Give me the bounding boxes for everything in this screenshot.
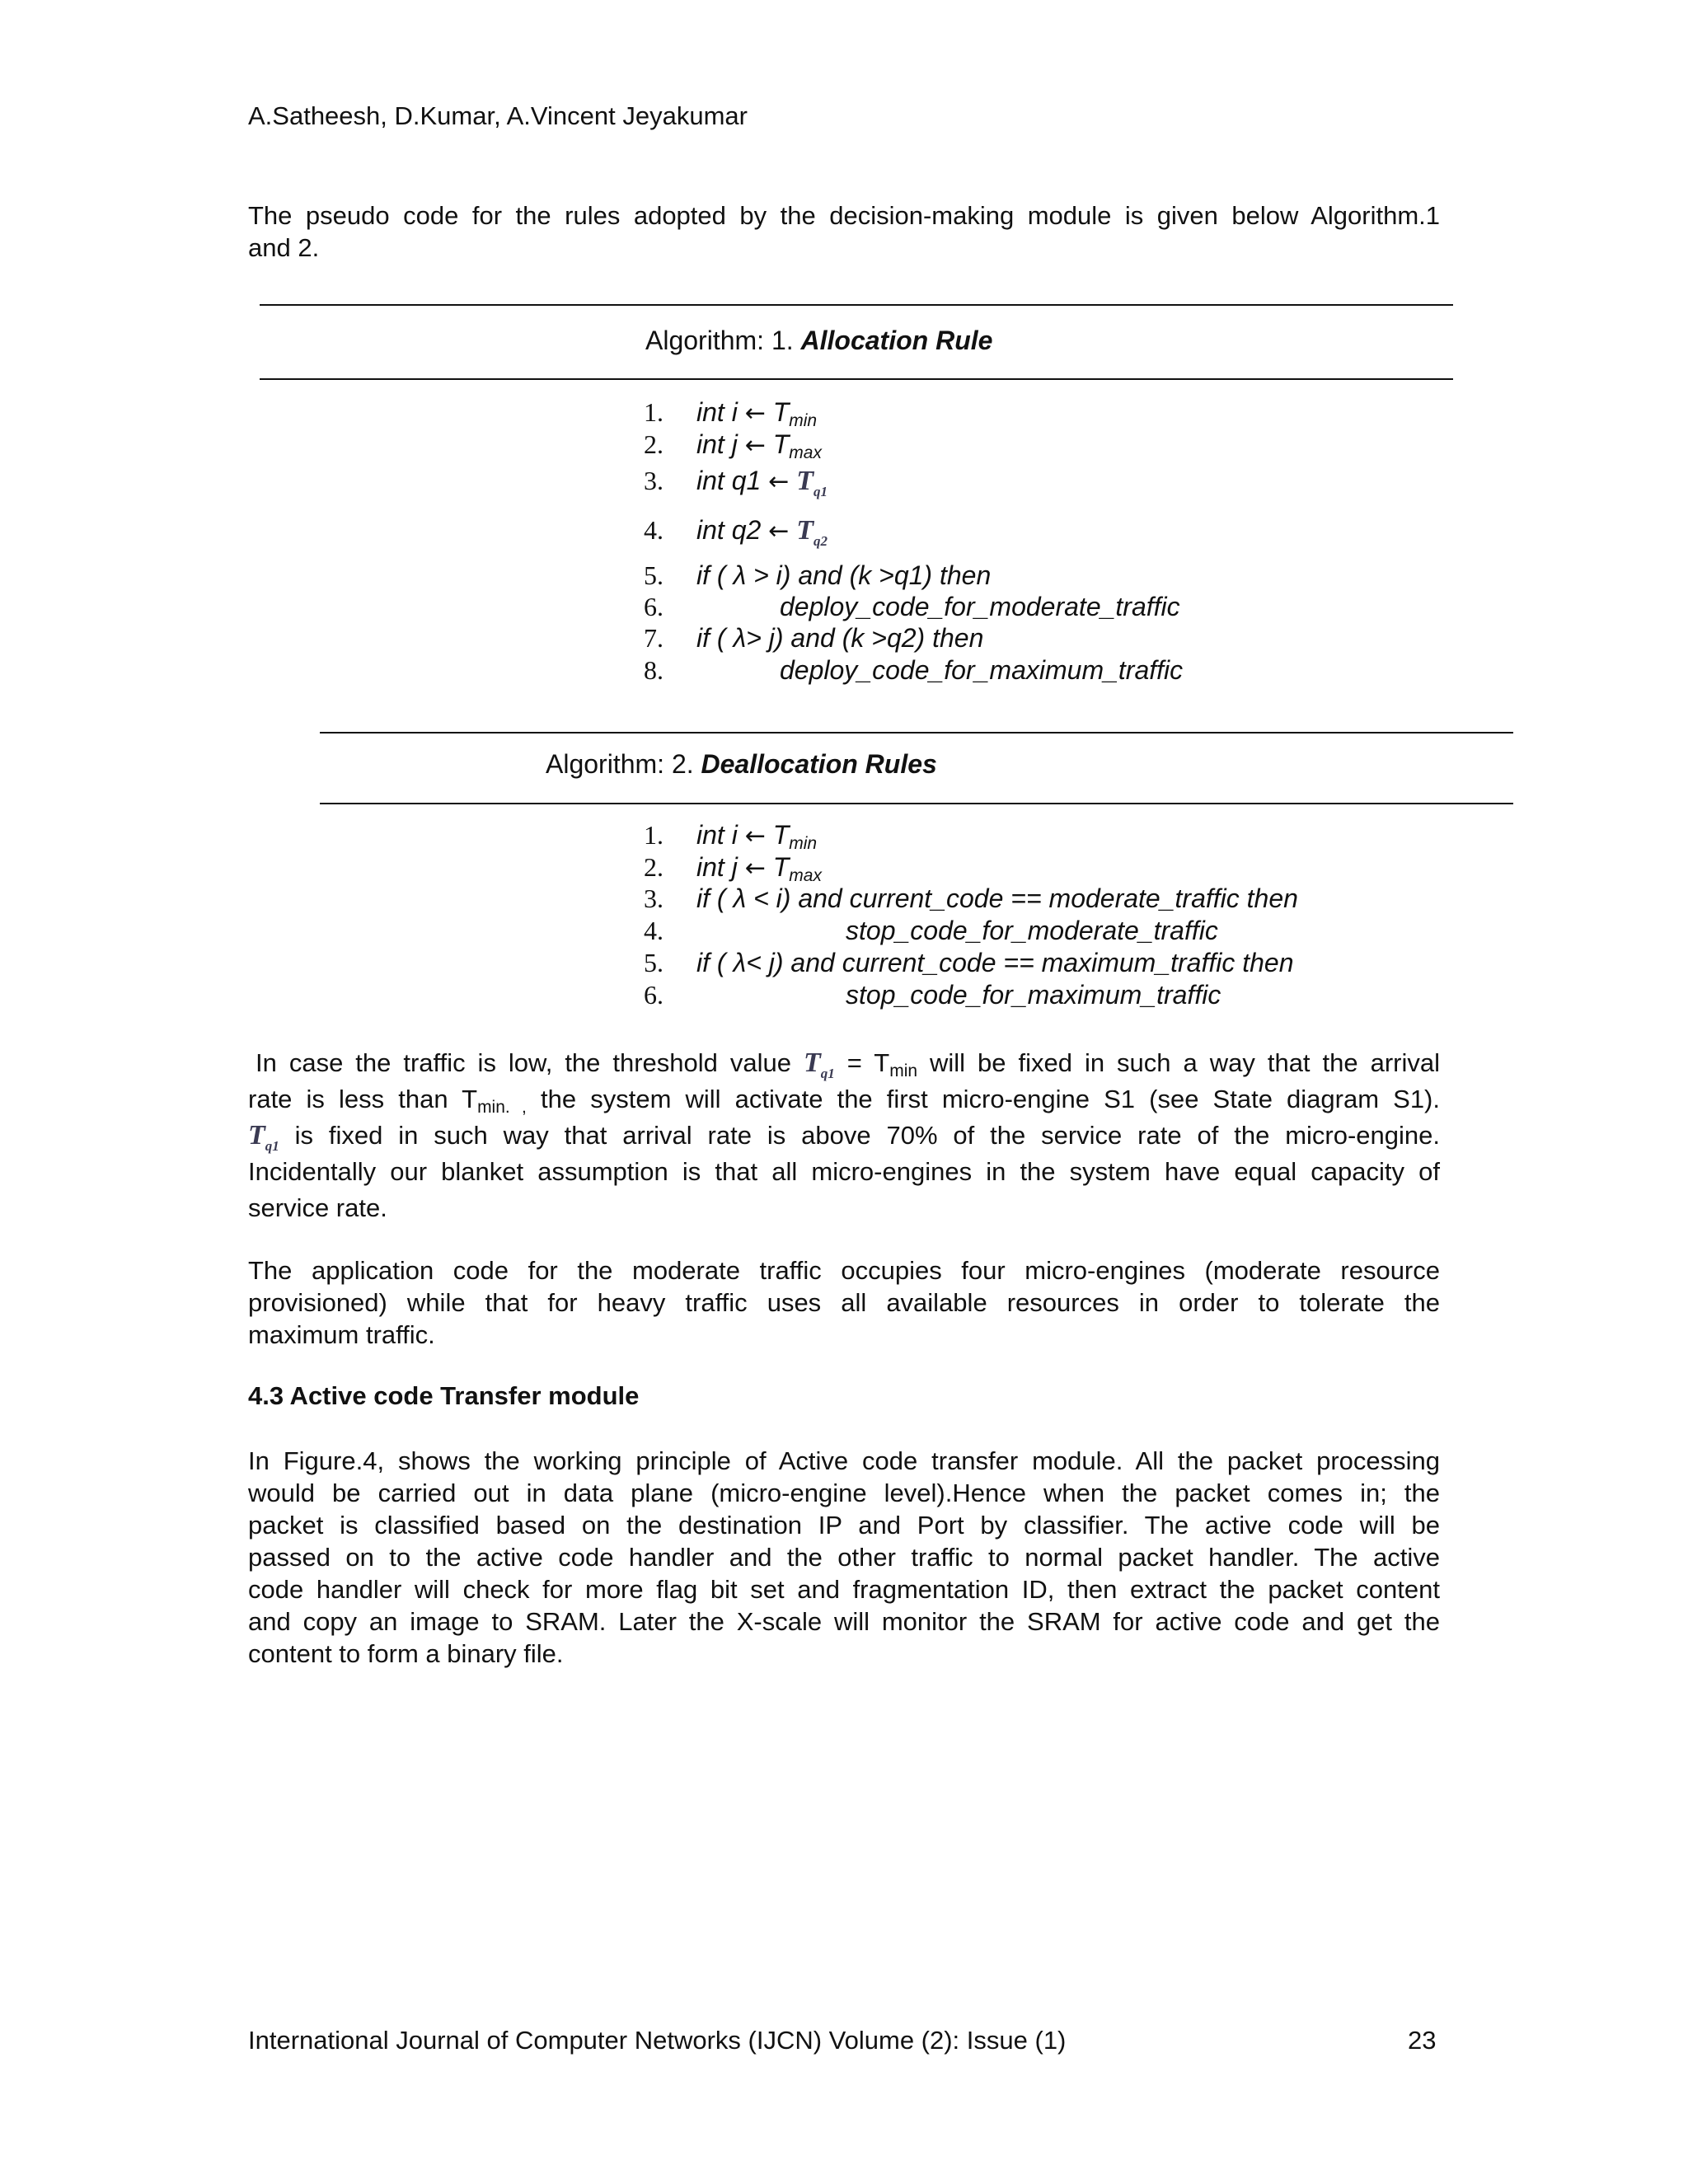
paragraph-line: provisioned) while that for heavy traffic uses all available resources in order to tolerate the (248, 1288, 1440, 1317)
algorithm1-bottom-rule (260, 378, 1453, 380)
paragraph-line: The application code for the moderate traffic occupies four micro-engines (moderate resource (248, 1256, 1440, 1285)
code-text: int q2 (696, 515, 769, 545)
code-line (696, 464, 828, 509)
section-heading: 4.3 Active code Transfer module (248, 1381, 640, 1410)
paragraph-line (248, 1118, 1440, 1154)
code-line: deploy_code_for_maximum_traffic (780, 655, 1184, 685)
code-line: if ( λ< j) and current_code == maximum_traffic then (696, 948, 1294, 977)
left-arrow-icon: ← (744, 822, 766, 851)
paragraph-line: would be carried out in data plane (micro-engine level).Hence when the packet comes in; the (248, 1479, 1440, 1507)
algorithm2-title (546, 748, 937, 780)
code-line: if ( λ> j) and (k >q2) then (696, 623, 984, 653)
left-arrow-icon: ← (768, 467, 790, 496)
line-number: 6. (644, 592, 663, 621)
text-run: In case the traffic is low, the threshold value (256, 1048, 804, 1077)
paragraph-line: maximum traffic. (248, 1320, 435, 1349)
symbol-t: T (796, 466, 814, 496)
paragraph-line: Incidentally our blanket assumption is that all micro-engines in the system have equal capacity of (248, 1157, 1440, 1186)
subscript: min. , (477, 1098, 527, 1117)
active-code-paragraph (248, 1445, 1440, 1670)
line-number: 3. (644, 883, 663, 913)
line-number: 2. (644, 429, 663, 459)
paragraph-line (248, 1045, 1440, 1081)
line-number: 2. (644, 852, 663, 882)
algorithm2-prefix: Algorithm: 2. (546, 749, 694, 779)
subscript: q1 (813, 484, 828, 499)
threshold-symbol (796, 466, 828, 499)
left-arrow-icon: ← (744, 399, 766, 428)
code-line (696, 513, 828, 558)
running-header-authors: A.Satheesh, D.Kumar, A.Vincent Jeyakumar (248, 101, 748, 130)
symbol-t: T (248, 1120, 265, 1151)
symbol-t: T (803, 1047, 821, 1078)
intro-paragraph (248, 199, 1440, 264)
algorithm1-prefix: Algorithm: 1. (645, 326, 794, 355)
code-line: if ( λ < i) and current_code == moderate_traffic then (696, 883, 1298, 913)
intro-line: and 2. (248, 233, 320, 262)
symbol-t: T (772, 820, 790, 850)
threshold-symbol (796, 515, 828, 549)
left-arrow-icon: ← (744, 854, 766, 883)
threshold-symbol (248, 1120, 279, 1154)
algorithm2-bottom-rule (320, 803, 1513, 804)
symbol-t: T (772, 397, 790, 427)
algorithm1-name: Allocation Rule (800, 326, 993, 355)
algorithm1-title (645, 324, 992, 357)
algorithm1-top-rule (260, 304, 1453, 306)
line-number: 5. (644, 948, 663, 977)
text-run: rate is less than T (248, 1085, 478, 1113)
line-number: 1. (644, 820, 663, 850)
symbol-t: T (772, 852, 790, 882)
algorithm2-top-rule (320, 732, 1513, 733)
paragraph-line: In Figure.4, shows the working principle of Active code transfer module. All the packet processing (248, 1446, 1440, 1475)
line-number: 3. (644, 466, 663, 495)
paragraph-line: passed on to the active code handler and the other traffic to normal packet handler. The active (248, 1543, 1440, 1572)
line-number: 5. (644, 560, 663, 590)
line-number: 4. (644, 515, 663, 545)
threshold-symbol (803, 1047, 835, 1081)
algorithm2-name: Deallocation Rules (701, 749, 937, 779)
line-number: 6. (644, 980, 663, 1010)
line-number: 8. (644, 655, 663, 685)
code-text: int i (696, 397, 745, 427)
paragraph-line: code handler will check for more flag bit set and fragmentation ID, then extract the packet content (248, 1575, 1440, 1604)
code-line: deploy_code_for_moderate_traffic (780, 592, 1180, 621)
paragraph-line: content to form a binary file. (248, 1639, 564, 1668)
subscript: max (789, 443, 822, 462)
line-number: 7. (644, 623, 663, 653)
text-run: is fixed in such way that arrival rate is above 70% of the service rate of the micro-engine. (279, 1121, 1440, 1150)
line-number: 1. (644, 397, 663, 427)
page-number: 23 (1408, 2026, 1437, 2055)
subscript: max (789, 866, 822, 885)
code-text: int j (696, 852, 745, 882)
text-run: will be fixed in such a way that the arrival (917, 1048, 1440, 1077)
subscript: q1 (820, 1066, 835, 1081)
intro-line: The pseudo code for the rules adopted by the decision-making module is given below Algorithm.1 (248, 201, 1440, 230)
paragraph-line (248, 1081, 1440, 1118)
paragraph-line: and copy an image to SRAM. Later the X-scale will monitor the SRAM for active code and get the (248, 1607, 1440, 1636)
line-number: 4. (644, 916, 663, 945)
left-arrow-icon: ← (744, 431, 766, 460)
code-text: int q1 (696, 466, 769, 495)
text-run: = T (834, 1048, 890, 1077)
code-line: stop_code_for_maximum_traffic (846, 980, 1221, 1010)
paragraph-line: service rate. (248, 1193, 387, 1222)
subscript: q1 (265, 1138, 279, 1154)
paragraph-line: packet is classified based on the destination IP and Port by classifier. The active code will be (248, 1511, 1440, 1540)
subscript: min (889, 1062, 918, 1080)
subscript: min (789, 411, 818, 430)
code-text: int j (696, 429, 745, 459)
text-run: the system will activate the first micro-engine S1 (see State diagram S1). (526, 1085, 1440, 1113)
code-text: int i (696, 820, 745, 850)
symbol-t: T (772, 429, 790, 459)
subscript: q2 (813, 533, 828, 549)
threshold-paragraph (248, 1045, 1440, 1226)
footer-journal: International Journal of Computer Networks (IJCN) Volume (2): Issue (1) (248, 2026, 1067, 2055)
left-arrow-icon: ← (768, 517, 790, 546)
code-line: stop_code_for_moderate_traffic (846, 916, 1218, 945)
code-line: if ( λ > i) and (k >q1) then (696, 560, 992, 590)
symbol-t: T (796, 515, 814, 546)
application-code-paragraph (248, 1254, 1440, 1351)
subscript: min (789, 834, 818, 853)
